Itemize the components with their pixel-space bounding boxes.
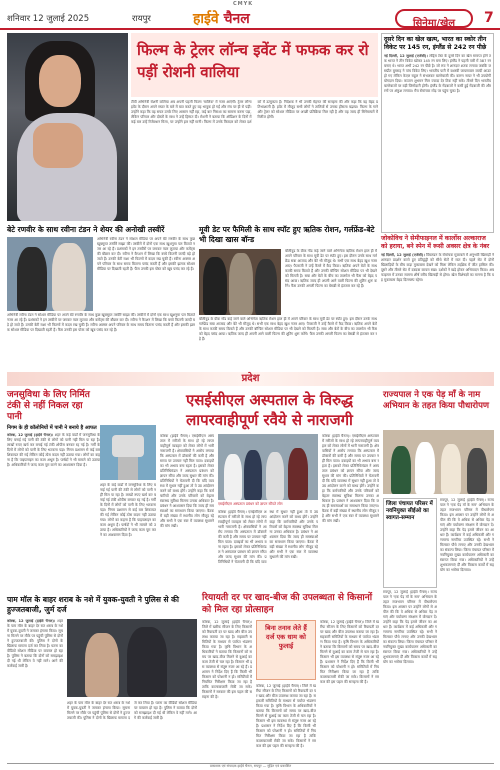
brand-suffix: चैनल [223, 11, 250, 27]
tennis-story [381, 235, 494, 370]
tank-headline: जनसुविधा के लिए निर्मित टंकी से नहीं निकल रहा पानी [7, 390, 90, 422]
raveena-body: अभिनेत्री रवीना टंडन ने सोशल मीडिया पर अपने बेटे रणवीर के साथ कुछ खूबसूरत तस्वीरें साझा कीं। तस्वीरों में दोनों एक साथ खुशनुमा पल बिताते नजर आ रहे हैं। प्रशंसकों ने इन तस्वीरों पर जमकर प्यार लुटाया और कमेंट्स की बौछार कर दी। रवीना ने कैप्शन में लिखा कि बच्चे कितनी जल्दी बड़े हो जाते हैं। उनकी बेटी राशा भी फिल्मों में कदम रख चुकी हैं। रवीना अक्सर अपने परिवार के साथ समय बिताना पसंद करती हैं और इसकी झलक सोशल मीडिया पर दिखाती रहती हैं। फैंस उनकी इस पोस्ट को खूब पसंद कर रहे हैं। [97, 237, 195, 271]
raveena-story [7, 225, 195, 370]
masthead [0, 8, 500, 30]
tree-subbox [383, 498, 437, 588]
section-label: सिनेमा/खेल [412, 18, 456, 29]
tank-body-cont: शहर के कई वार्डों में जनसुविधा के लिए बनाई गई पानी की टंकी से लोगों को पानी नहीं मिल पा रहा है। लाखों रुपए खर्च कर बनाई गई टंकी शोपीस बनकर रह गई है। गर्मी के दिनों में लोगों को पानी के लिए भटकना पड़ा। निगम प्रशासन से कई बार शिकायत की गई लेकिन कोई ठोस कदम नहीं उठाया गया। लोगों का कहना है कि पाइपलाइन का काम अधूरा है। पार्षदों ने भी मामले को उठाया है। अधिकारियों ने जल्द काम पूरा करने का आश्वासन दिया है। [100, 483, 156, 537]
lead-headline: फिल्म के ट्रेलर लॉन्च इवेंट में फफक कर रो पड़ीं रोशनी वालिया [137, 41, 369, 81]
mall-dateline: कोरबा, 12 जुलाई (हाईवे चैनल)। [7, 619, 56, 623]
hospital-caption: एसईसीएल अस्पताल प्रबंधन को ज्ञापन सौंपते लोग [218, 502, 283, 506]
watermark: CMYK [233, 1, 254, 7]
fertilizer-inset [256, 620, 316, 680]
fertilizer-story [202, 592, 379, 762]
mall-photo [67, 619, 197, 697]
raveena-body-cont: अभिनेत्री रवीना टंडन ने सोशल मीडिया पर अपने बेटे रणवीर के साथ कुछ खूबसूरत तस्वीरें साझा कीं। तस्वीरों में दोनों एक साथ खुशनुमा पल बिताते नजर आ रहे हैं। प्रशंसकों ने इन तस्वीरों पर जमकर प्यार लुटाया और कमेंट्स की बौछार कर दी। रवीना ने कैप्शन में लिखा कि बच्चे कितनी जल्दी बड़े हो जाते हैं। उनकी बेटी राशा भी फिल्मों में कदम रख चुकी हैं। रवीना अक्सर अपने परिवार के साथ समय बिताना पसंद करती हैं और इसकी झलक सोशल मीडिया पर दिखाती रहती हैं। फैंस उनकी इस पोस्ट को खूब पसंद कर रहे हैं। [7, 313, 195, 332]
tennis-body: विंबलडन के रोमांचक मुकाबले में अनुभवी खिलाड़ी ने शानदार प्रदर्शन करते हुए प्रतिद्वंद्वी को सीधे सेटों में मात दी। पहले सेट में दोनों खिलाड़ियों के बीच कड़ा मुकाबला देखने को मिला लेकिन टाईब्रेक में जीत हासिल की। दूसरे और तीसरे सेट में दबदबा कायम रखा। दर्शकों ने खड़े होकर अभिवादन किया। अब फाइनल में उनका सामना शीर्ष वरीय खिलाड़ी से होगा। खेल विशेषज्ञों का मानना है कि यह मुकाबला बेहद दिलचस्प रहेगा। [381, 253, 494, 282]
mall-body: शहर के पाम मॉल के बाहर देर रात शराब के नशे में युवक-युवती ने जमकर हंगामा किया। सूचना मिलने पर मौके पर पहुंची पुलिस से दोनों ने हुज्जतबाजी की। पुलिस ने दोनों के खिलाफ मामला दर्ज कर लिया है। घटना का वीडियो सोशल मीडिया पर वायरल हो रहा है। पुलिस ने बताया कि दोनों को समझाइश दी गई थी लेकिन वे नहीं माने। आगे की कार्रवाई जारी है। [7, 619, 63, 668]
tank-subhead: निगम के ही कॉलोनियों में पानी ने बनाये है आफत [7, 425, 97, 431]
hospital-body-right: कोरबा (हाईवे चैनल)। एसईसीएल अस्पताल में मरीजों के साथ हो रहे लापरवाहीपूर्ण व्यवहार को लेकर लोगों में भारी नाराजगी है। क्षेत्रवासियों ने आरोप लगाया कि अस्पताल में डॉक्टरों की कमी है और समय पर उपचार नहीं मिल पाता। दवाइयों का भी अभाव बना रहता है। इसको लेकर प्रतिनिधिमंडल ने अस्पताल प्रबंधन को ज्ञापन सौंपा और जल्द सुधार की मांग की। प्रतिनिधियों ने चेतावनी दी कि यदि व्यवस्था में सुधार नहीं हुआ तो वे उग्र आंदोलन करने को बाध्य होंगे। उन्होंने कहा कि कर्मचारियों और उनके परिवारों को बेहतर स्वास्थ्य सुविधा मिलना उनका अधिकार है। प्रबंधन ने आश्वासन दिया कि जल्द ही समस्याओं का समाधान किया जाएगा। बैठक में बड़ी संख्या में स्थानीय लोग मौजूद रहे और सभी ने एक स्वर में व्यवस्था सुधारने की मांग रखी। [322, 434, 379, 523]
brand-prefix: हाईवे [193, 11, 219, 27]
hrithik-headline: मूवी डेट पर फैमिली के साथ स्पॉट हुए ऋतिक रोशन, गर्लफ्रेंड-बेटे भी दिखा खास बॉन्ड [199, 225, 375, 244]
mall-body-cont: शहर के पाम मॉल के बाहर देर रात शराब के नशे में युवक-युवती ने जमकर हंगामा किया। सूचना मिलने पर मौके पर पहुंची पुलिस से दोनों ने हुज्जतबाजी की। पुलिस ने दोनों के खिलाफ मामला दर्ज कर लिया है। घटना का वीडियो सोशल मीडिया पर वायरल हो रहा है। पुलिस ने बताया कि दोनों को समझाइश दी गई थी लेकिन वे नहीं माने। आगे की कार्रवाई जारी है। [67, 701, 197, 720]
tree-photo [383, 430, 494, 494]
tree-body-left: रायपुर, 12 जुलाई (हाईवे चैनल)। राज्यपाल ने 'एक पेड़ माँ के नाम' अभियान के तहत राजभवन परिसर में पौधारोपण किया। इस अवसर पर उन्होंने लोगों से अपील की कि वे अधिक से अधिक पेड़ लगाएं और पर्यावरण संरक्षण में योगदान दें। उन्होंने कहा कि पेड़ हमारे जीवन का आधार हैं। कार्यक्रम में कई अधिकारी और गणमान्य नागरिक उपस्थित रहे। सभी ने मिलकर पौधे लगाए और उनकी देखभाल का संकल्प लिया। जिला पंचायत परिसर में नवनियुक्त मुख्य कार्यपालन अधिकारी का स्वागत किया गया। अधिकारियों ने उन्हें शुभकामनाएं दीं और विकास कार्यों में सहयोग का भरोसा दिलाया। [383, 590, 437, 664]
city: रायपुर [132, 14, 151, 24]
lead-photo [7, 33, 128, 221]
hrithik-body-cont: बॉलीवुड के ग्रीक गॉड कहे जाने वाले अभिनेता ऋतिक रोशन हाल ही में अपने परिवार के साथ मूवी डेट पर स्पॉट हुए। इस दौरान उनके साथ गर्लफ्रेंड सबा आजाद और बेटे भी मौजूद थे। सभी एक साथ बेहद खुश नजर आए। पैपराजी ने उन्हें कैमरे में कैद किया। ऋतिक अपने बेटों के साथ काफी समय बिताते हैं और उनकी बॉन्डिंग सोशल मीडिया पर भी देखने को मिलती है। सबा और बेटों के बीच का तालमेल भी फैंस को बेहद पसंद आया। ऋतिक जल्द ही अपनी आने वाली फिल्म की शूटिंग शुरू करेंगे। फैंस उनकी अगली फिल्म का बेसब्री से इंतजार कर रहे हैं। [199, 317, 377, 341]
hospital-headline: एसईसीएल अस्पताल के विरुद्ध लापरवाहीपूर्ण रवैये से नाराजगी [185, 391, 354, 429]
raveena-photo [7, 237, 93, 311]
lead-body: टीवी अभिनेत्री रोशनी वालिया अब अपनी पहली फिल्म 'मालिक' में नजर आएंगी। ट्रेलर लॉन्च इवेंट के दौरान अपने सफर के बारे में बात करते हुए वह भावुक हो गईं और मंच पर ही रो पड़ीं। उन्होंने कहा कि यह सफर उनके लिए आसान नहीं रहा, कई बार निराशा का सामना करना पड़ा, लेकिन परिवार और दोस्तों के साथ ने उन्हें हिम्मत दी। रोशनी ने बताया कि ऑडिशन के दिनों में कई बार उन्हें रिजेक्शन मिला, पर उन्होंने हार नहीं मानी। फिल्म में उनके किरदार को लेकर दर्शकों में उत्सुकता है। निर्देशक ने भी उनकी मेहनत की सराहना की और कहा कि वह बेहद प्रतिभाशाली हैं। इवेंट में मौजूद सभी लोगों ने तालियों से उनका हौसला बढ़ाया। फिल्म के गाने और ट्रेलर को सोशल मीडिया पर अच्छी प्रतिक्रिया मिल रही है और यह जल्द ही सिनेमाघरों में रिलीज होगी। [131, 100, 378, 124]
hrithik-story [199, 225, 377, 370]
tennis-headline: जोकोविच ने सेमीफाइनल में कार्लोस अल्काराज को हराया, बने स्पेन में रूसी अक्सर क्षेत्र के नंबर [381, 235, 490, 250]
tree-subhead: जिला पंचायत परिसर में नवनियुक्त सीईओ का स्वागत-सम्मान [386, 501, 433, 521]
cricket-headline: दूसरे दिन का खेल खत्म, भारत का स्कोर तीन विकेट पर 145 रन, इंग्लैंड से 242 रन पीछे [384, 36, 487, 51]
mall-headline: पाम मॉल के बाहर शराब के नशे में युवक-युवती ने पुलिस से की हुज्जतबाजी, जुर्म दर्ज [7, 595, 179, 614]
tree-body: रायपुर, 12 जुलाई (हाईवे चैनल)। राज्यपाल ने 'एक पेड़ माँ के नाम' अभियान के तहत राजभवन परिसर में पौधारोपण किया। इस अवसर पर उन्होंने लोगों से अपील की कि वे अधिक से अधिक पेड़ लगाएं और पर्यावरण संरक्षण में योगदान दें। उन्होंने कहा कि पेड़ हमारे जीवन का आधार हैं। कार्यक्रम में कई अधिकारी और गणमान्य नागरिक उपस्थित रहे। सभी ने मिलकर पौधे लगाए और उनकी देखभाल का संकल्प लिया। जिला पंचायत परिसर में नवनियुक्त मुख्य कार्यपालन अधिकारी का स्वागत किया गया। अधिकारियों ने उन्हें शुभकामनाएं दीं और विकास कार्यों में सहयोग का भरोसा दिलाया। [440, 498, 494, 572]
hrithik-photo [199, 249, 281, 315]
fertilizer-body-right: कोरबा, 12 जुलाई (हाईवे चैनल)। जिले में खरीफ सीजन के लिए किसानों को रियायती दर पर खाद और बीज उपलब्ध कराया जा रहा है। सहकारी समितियों के माध्यम से पर्याप्त भंडारण किया गया है। कृषि विभाग के अधिकारियों ने बताया कि किसानों को समय पर खाद-बीज मिलने से बुआई का काम तेजी से चल रहा है। किसान भी इस व्यवस्था से संतुष्ट नजर आ रहे हैं। प्रशासन ने निर्देश दिए हैं कि किसी भी किसान को परेशानी न हो। समितियों में नियमित निरीक्षण किया जा रहा है ताकि कालाबाजारी रोकी जा सके। किसानों ने सरकार की इस पहल की सराहना की है। [320, 620, 379, 684]
tank-photo [100, 425, 156, 480]
raveena-body-1 [97, 237, 195, 311]
fertilizer-inset-text: बिना तनाव लेते हैं दर्ज एक धाम को फुलाई [265, 624, 307, 650]
footer-imprint: प्रकाशक एवं संपादक हाईवे चैनल, रायपुर — मुद्रित एवं प्रकाशित [209, 764, 292, 768]
tennis-dateline: नई दिल्ली, 12 जुलाई (एजेंसी)। [381, 253, 425, 257]
cricket-body: लॉर्ड्स टेस्ट के दूसरे दिन का खेल समाप्त होने तक भारत ने तीन विकेट खोकर 145 रन बना लिए। इंग्लैंड ने पहली पारी में 387 रन बनाए थे। भारत अभी 242 रन पीछे है। जो रूट ने शानदार शतक लगाया जबकि जसप्रीत बुमराह ने पांच विकेट लिए। भारतीय पारी में यशस्वी जायसवाल जल्दी आउट हो गए लेकिन केएल राहुल ने संभलकर बल्लेबाजी की। करुण नायर ने भी उपयोगी योगदान दिया। कप्तान शुभमन गिल ज्यादा देर टिक नहीं सके। तीसरे दिन भारतीय बल्लेबाजों पर बड़ी जिम्मेदारी होगी। इंग्लैंड के गेंदबाजों ने कसी हुई गेंदबाजी की और रनों पर अंकुश लगाया। मैच रोमांचक मोड़ पर पहुंच चुका है। [384, 54, 491, 93]
fertilizer-body: कोरबा, 12 जुलाई (हाईवे चैनल)। जिले में खरीफ सीजन के लिए किसानों को रियायती दर पर खाद और बीज उपलब्ध कराया जा रहा है। सहकारी समितियों के माध्यम से पर्याप्त भंडारण किया गया है। कृषि विभाग के अधिकारियों ने बताया कि किसानों को समय पर खाद-बीज मिलने से बुआई का काम तेजी से चल रहा है। किसान भी इस व्यवस्था से संतुष्ट नजर आ रहे हैं। प्रशासन ने निर्देश दिए हैं कि किसी भी किसान को परेशानी न हो। समितियों में नियमित निरीक्षण किया जा रहा है ताकि कालाबाजारी रोकी जा सके। किसानों ने सरकार की इस पहल की सराहना की है। [202, 620, 252, 699]
page-number: 7 [484, 10, 494, 26]
fertilizer-headline: रियायती दर पर खाद-बीज की उपलब्धता से किसानों को मिल रहा प्रोत्साहन [202, 593, 373, 615]
raveena-body-2 [7, 313, 195, 368]
brand-logo [193, 9, 250, 28]
hospital-photo [218, 434, 318, 500]
section-tab [395, 9, 473, 28]
tree-headline: राज्यपाल ने एक पेड़ माँ के नाम अभियान के तहत किया पौधारोपण [383, 390, 490, 411]
section-banner [7, 372, 494, 386]
hospital-body-cont: कोरबा (हाईवे चैनल)। एसईसीएल अस्पताल में मरीजों के साथ हो रहे लापरवाहीपूर्ण व्यवहार को लेकर लोगों में भारी नाराजगी है। क्षेत्रवासियों ने आरोप लगाया कि अस्पताल में डॉक्टरों की कमी है और समय पर उपचार नहीं मिल पाता। दवाइयों का भी अभाव बना रहता है। इसको लेकर प्रतिनिधिमंडल ने अस्पताल प्रबंधन को ज्ञापन सौंपा और जल्द सुधार की मांग की। प्रतिनिधियों ने चेतावनी दी कि यदि व्यवस्था में सुधार नहीं हुआ तो वे उग्र आंदोलन करने को बाध्य होंगे। उन्होंने कहा कि कर्मचारियों और उनके परिवारों को बेहतर स्वास्थ्य सुविधा मिलना उनका अधिकार है। प्रबंधन ने आश्वासन दिया कि जल्द ही समस्याओं का समाधान किया जाएगा। बैठक में बड़ी संख्या में स्थानीय लोग मौजूद रहे और सभी ने एक स्वर में व्यवस्था सुधारने की मांग रखी। [218, 510, 318, 564]
hospital-body: कोरबा (हाईवे चैनल)। एसईसीएल अस्पताल में मरीजों के साथ हो रहे लापरवाहीपूर्ण व्यवहार को लेकर लोगों में भारी नाराजगी है। क्षेत्रवासियों ने आरोप लगाया कि अस्पताल में डॉक्टरों की कमी है और समय पर उपचार नहीं मिल पाता। दवाइयों का भी अभाव बना रहता है। इसको लेकर प्रतिनिधिमंडल ने अस्पताल प्रबंधन को ज्ञापन सौंपा और जल्द सुधार की मांग की। प्रतिनिधियों ने चेतावनी दी कि यदि व्यवस्था में सुधार नहीं हुआ तो वे उग्र आंदोलन करने को बाध्य होंगे। उन्होंने कहा कि कर्मचारियों और उनके परिवारों को बेहतर स्वास्थ्य सुविधा मिलना उनका अधिकार है। प्रबंधन ने आश्वासन दिया कि जल्द ही समस्याओं का समाधान किया जाएगा। बैठक में बड़ी संख्या में स्थानीय लोग मौजूद रहे और सभी ने एक स्वर में व्यवस्था सुधारने की मांग रखी। [160, 434, 214, 528]
mall-story [7, 595, 197, 760]
cricket-story [381, 33, 494, 233]
banner-label: प्रदेश [241, 373, 260, 384]
hrithik-body: बॉलीवुड के ग्रीक गॉड कहे जाने वाले अभिनेता ऋतिक रोशन हाल ही में अपने परिवार के साथ मूवी डेट पर स्पॉट हुए। इस दौरान उनके साथ गर्लफ्रेंड सबा आजाद और बेटे भी मौजूद थे। सभी एक साथ बेहद खुश नजर आए। पैपराजी ने उन्हें कैमरे में कैद किया। ऋतिक अपने बेटों के साथ काफी समय बिताते हैं और उनकी बॉन्डिंग सोशल मीडिया पर भी देखने को मिलती है। सबा और बेटों के बीच का तालमेल भी फैंस को बेहद पसंद आया। ऋतिक जल्द ही अपनी आने वाली फिल्म की शूटिंग शुरू करेंगे। फैंस उनकी अगली फिल्म का बेसब्री से इंतजार कर रहे हैं। [285, 249, 377, 288]
tank-dateline: कोरबा, 12 जुलाई (हाईवे चैनल)। [7, 433, 54, 437]
raveena-headline: बेटे रणवीर के साथ रवीना टंडन ने शेयर की अनोखी तस्वीरें [7, 225, 165, 234]
tank-body: शहर के कई वार्डों में जनसुविधा के लिए बनाई गई पानी की टंकी से लोगों को पानी नहीं मिल पा रहा है। लाखों रुपए खर्च कर बनाई गई टंकी शोपीस बनकर रह गई है। गर्मी के दिनों में लोगों को पानी के लिए भटकना पड़ा। निगम प्रशासन से कई बार शिकायत की गई लेकिन कोई ठोस कदम नहीं उठाया गया। लोगों का कहना है कि पाइपलाइन का काम अधूरा है। पार्षदों ने भी मामले को उठाया है। अधिकारियों ने जल्द काम पूरा करने का आश्वासन दिया है। [7, 433, 100, 467]
lead-headline-box [131, 33, 378, 97]
cricket-dateline: नई दिल्ली, 12 जुलाई (एजेंसी)। [384, 54, 428, 58]
fertilizer-body-mid: कोरबा, 12 जुलाई (हाईवे चैनल)। जिले में खरीफ सीजन के लिए किसानों को रियायती दर पर खाद और बीज उपलब्ध कराया जा रहा है। सहकारी समितियों के माध्यम से पर्याप्त भंडारण किया गया है। कृषि विभाग के अधिकारियों ने बताया कि किसानों को समय पर खाद-बीज मिलने से बुआई का काम तेजी से चल रहा है। किसान भी इस व्यवस्था से संतुष्ट नजर आ रहे हैं। प्रशासन ने निर्देश दिए हैं कि किसी भी किसान को परेशानी न हो। समितियों में नियमित निरीक्षण किया जा रहा है ताकि कालाबाजारी रोकी जा सके। किसानों ने सरकार की इस पहल की सराहना की है। [256, 684, 316, 748]
tree-story [383, 390, 494, 760]
hospital-story [160, 390, 379, 590]
day-date: शनिवार 12 जुलाई 2025 [7, 14, 90, 24]
tank-story [7, 390, 100, 590]
